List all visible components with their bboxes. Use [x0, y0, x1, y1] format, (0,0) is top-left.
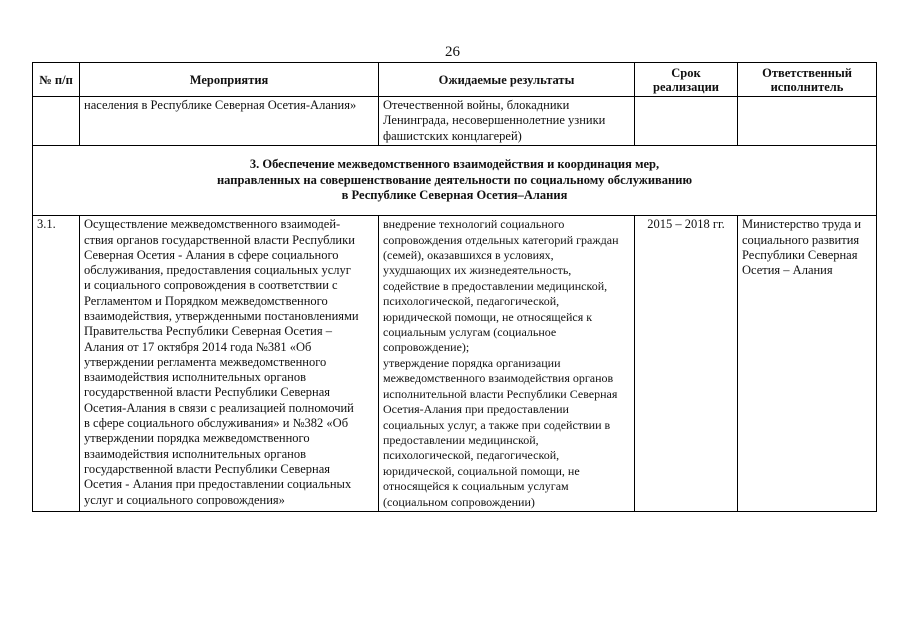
page-number: 26: [445, 44, 460, 60]
cell-num: [33, 97, 80, 146]
header-num: № п/п: [33, 63, 80, 97]
section-heading: 3. Обеспечение межведомственного взаимодействия и координация мер, направленных на совершенствование деятельности по социальному обслуживанию в Республике Северная Осетия–Алания: [33, 146, 877, 216]
header-responsible: Ответственный исполнитель: [738, 63, 877, 97]
header-measures: Мероприятия: [80, 63, 379, 97]
header-deadline: Срок реализации: [635, 63, 738, 97]
cell-responsible: [738, 97, 877, 146]
cell-deadline: 2015 – 2018 гг.: [635, 216, 738, 512]
table-row: [33, 97, 877, 146]
table-row: [33, 216, 877, 512]
cell-results: внедрение технологий социального сопровождения отдельных категорий граждан (семей), оказавшихся в условиях, ухудшающих их жизнедеятельность, содействие в предоставлении медицинской, психологической, педагогической, юридической помощи, не относящейся к социальным услугам (социальное сопровождение); утверждение порядка организации межведомственного взаимодействия органов исполнительной власти Республики Северная Осетия-Алания при предоставлении социальных услуг, а также при содействии в предоставлении медицинской, психологической, педагогической, юридической, социальной помощи, не относящейся к социальным услугам (социальном сопровождении): [379, 216, 635, 512]
cell-measures: населения в Республике Северная Осетия-Алания»: [80, 97, 379, 146]
cell-responsible: Министерство труда и социального развития Республики Северная Осетия – Алания: [738, 216, 877, 512]
measures-table: [32, 62, 877, 512]
cell-measures: Осуществление межведомственного взаимодей- ствия органов государственной власти Республики Северная Осетия - Алания в сфере социального обслуживания, предоставления социальных услуг и социального сопровождения в соответствии с Регламентом и Порядком межведомственного взаимодействия, утвержденными постановлениями Правительства Республики Северная Осетия – Алания от 17 октября 2014 года №381 «Об утверждении регламента межведомственного взаимодействия исполнительных органов государственной власти Республики Северная Осетия-Алания в связи с реализацией полномочий в сфере социального обслуживания» и №382 «Об утверждении порядка межведомственного взаимодействия исполнительных органов государственной власти Республики Северная Осетия - Алания при предоставлении социальных услуг и социального сопровождения»: [80, 216, 379, 512]
table-header-row: [33, 63, 877, 97]
section-heading-row: [33, 146, 877, 216]
cell-deadline: [635, 97, 738, 146]
cell-num: 3.1.: [33, 216, 80, 512]
header-results: Ожидаемые результаты: [379, 63, 635, 97]
cell-results: Отечественной войны, блокадники Ленинграда, несовершеннолетние узники фашистских концлагерей): [379, 97, 635, 146]
